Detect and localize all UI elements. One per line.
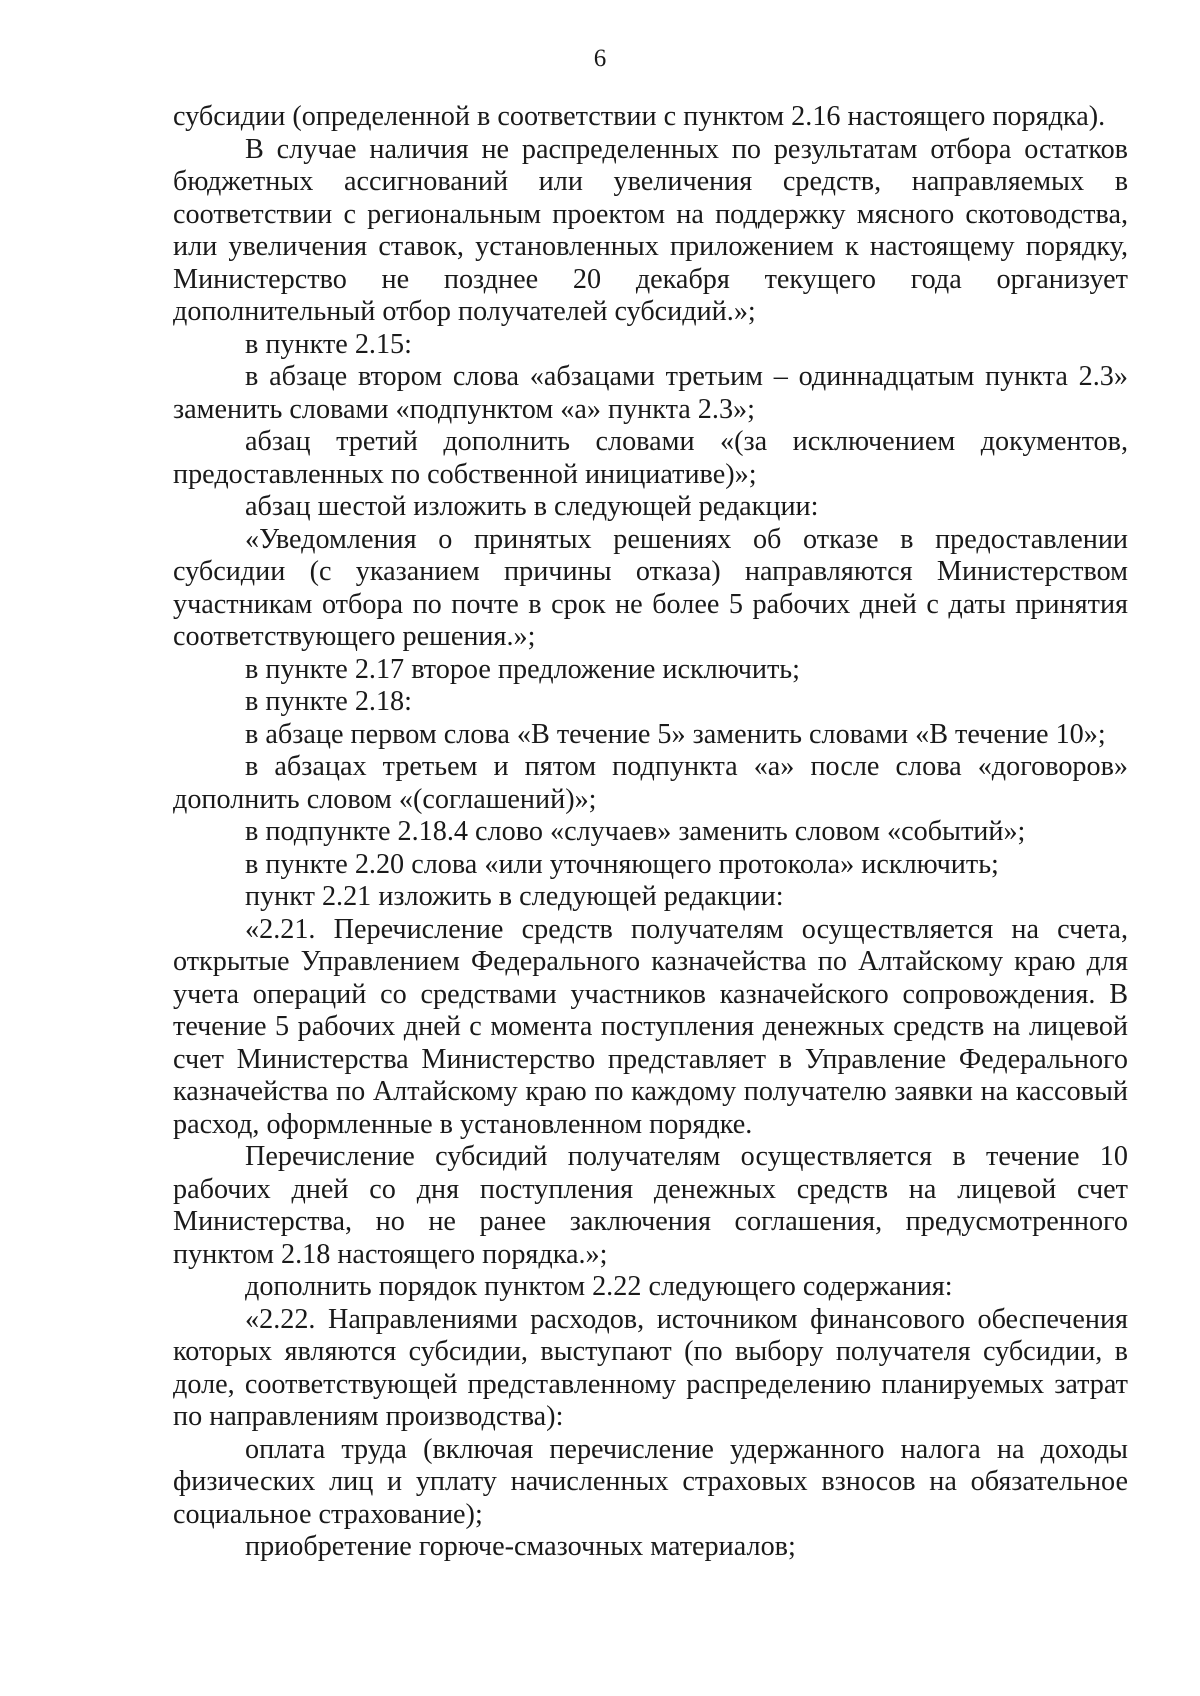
paragraph: «2.22. Направлениями расходов, источником финансового обеспечения которых являются субсидии, выступают (по выбору получателя субсидии, в доле, соответствующей представленному распределению планируемых затрат по направлениям производства): — [173, 1303, 1128, 1432]
paragraph: Перечисление субсидий получателям осуществляется в течение 10 рабочих дней со дня поступления денежных средств на лицевой счет Министерства, но не ранее заключения соглашения, предусмотренного пунктом 2.18 настоящего порядка.»; — [173, 1141, 1128, 1270]
paragraph: в абзаце первом слова «В течение 5» заменить словами «В течение 10»; — [245, 718, 1106, 750]
paragraph: абзац третий дополнить словами «(за исключением документов, предоставленных по собственной инициативе)»; — [173, 426, 1128, 490]
page-number: 6 — [593, 45, 607, 72]
document-body — [173, 101, 1128, 1564]
paragraph: пункт 2.21 изложить в следующей редакции: — [245, 881, 784, 912]
paragraph: в пункте 2.17 второе предложение исключить; — [245, 653, 800, 685]
paragraph: в пункте 2.18: — [245, 686, 412, 717]
paragraph: приобретение горюче-смазочных материалов; — [245, 1531, 796, 1562]
paragraph: в абзаце втором слова «абзацами третьим – одиннадцатым пункта 2.3» заменить словами «подпунктом «а» пункта 2.3»; — [173, 361, 1128, 425]
paragraph: «Уведомления о принятых решениях об отказе в предоставлении субсидии (с указанием причины отказа) направляются Министерством участникам отбора по почте в срок не более 5 рабочих дней с даты принятия соответствующего решения.»; — [173, 523, 1128, 652]
paragraph: в абзацах третьем и пятом подпункта «а» после слова «договоров» дополнить словом «(соглашений)»; — [173, 751, 1128, 815]
paragraph: «2.21. Перечисление средств получателям осуществляется на счета, открытые Управлением Федерального казначейства по Алтайскому краю для учета операций со средствами участников казначейского сопровождения. В течение 5 рабочих дней с момента поступления денежных средств на лицевой счет Министерства Министерство представляет в Управление Федерального казначейства по Алтайскому краю по каждому получателю заявки на кассовый расход, оформленные в установленном порядке. — [173, 913, 1128, 1140]
paragraph: В случае наличия не распределенных по результатам отбора остатков бюджетных ассигнований или увеличения средств, направляемых в соответствии с региональным проектом на поддержку мясного скотоводства, или увеличения ставок, установленных приложением к настоящему порядку, Министерство не позднее 20 декабря текущего года организует дополнительный отбор получателей субсидий.»; — [173, 133, 1128, 327]
paragraph: дополнить порядок пунктом 2.22 следующего содержания: — [245, 1271, 953, 1302]
paragraph: в пункте 2.15: — [245, 328, 412, 360]
paragraph: в пункте 2.20 слова «или уточняющего протокола» исключить; — [245, 848, 999, 880]
paragraph: в подпункте 2.18.4 слово «случаев» заменить словом «событий»; — [245, 816, 1026, 847]
paragraph: оплата труда (включая перечисление удержанного налога на доходы физических лиц и уплату начисленных страховых взносов на обязательное социальное страхование); — [173, 1433, 1128, 1530]
paragraph: абзац шестой изложить в следующей редакции: — [245, 491, 819, 522]
paragraph: субсидии (определенной в соответствии с пунктом 2.16 настоящего порядка). — [173, 101, 1106, 132]
